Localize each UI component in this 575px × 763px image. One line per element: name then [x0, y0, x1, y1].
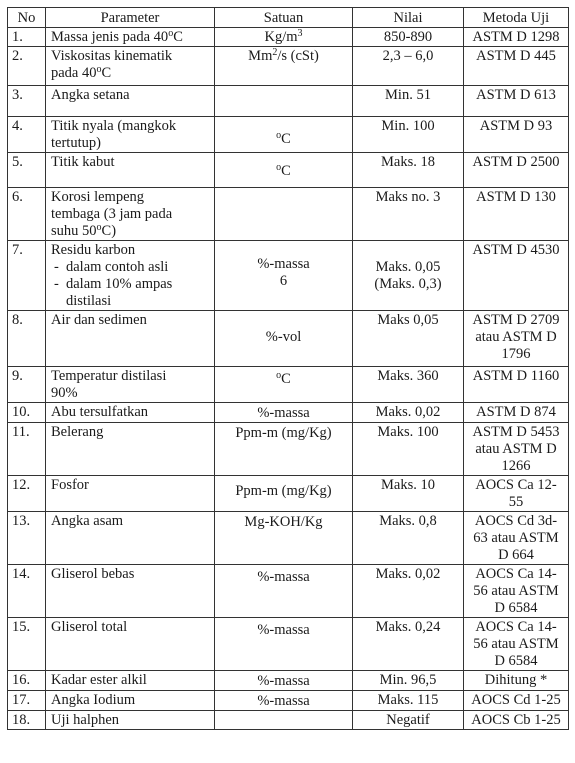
row-nilai: Maks. 0,8 [353, 512, 464, 565]
row-number: 16. [8, 671, 46, 691]
document [7, 7, 569, 730]
row-metoda: ASTM D 613 [464, 86, 569, 117]
table-row [8, 423, 569, 476]
row-parameter: Titik nyala (mangkok tertutup) [46, 117, 215, 153]
row-nilai: Maks. 0,24 [353, 618, 464, 671]
row-nilai: Maks. 115 [353, 691, 464, 711]
row-nilai: Maks. 100 [353, 423, 464, 476]
row-metoda: ASTM D 2709 atau ASTM D 1796 [464, 311, 569, 367]
row-parameter: Uji halphen [46, 711, 215, 730]
row-nilai: Min. 100 [353, 117, 464, 153]
row-satuan [215, 188, 353, 241]
row-satuan [215, 86, 353, 117]
table-row [8, 117, 569, 153]
row-number: 15. [8, 618, 46, 671]
row-satuan: $^o$C [215, 153, 353, 188]
header-parameter: Parameter [46, 8, 215, 28]
row-nilai: Min. 96,5 [353, 671, 464, 691]
table-row [8, 28, 569, 47]
row-metoda: ASTM D 5453 atau ASTM D 1266 [464, 423, 569, 476]
row-metoda: AOCS Ca 14- 56 atau ASTM D 6584 [464, 618, 569, 671]
table-row [8, 188, 569, 241]
table-row [8, 476, 569, 512]
table-row [8, 711, 569, 730]
row-satuan: %-massa [215, 691, 353, 711]
header-row [8, 8, 569, 28]
row-nilai: Maks no. 3 [353, 188, 464, 241]
row-parameter: Viskositas kinematik pada 40$^o$C [46, 47, 215, 86]
row-number: 2. [8, 47, 46, 86]
row-nilai: Maks 0,05 [353, 311, 464, 367]
header-no: No [8, 8, 46, 28]
row-number: 13. [8, 512, 46, 565]
row-satuan: %-massa [215, 618, 353, 671]
row-metoda: ASTM D 1160 [464, 367, 569, 403]
row-parameter: Massa jenis pada 40$^o$C [46, 28, 215, 47]
row-nilai: Maks. 0,02 [353, 403, 464, 423]
row-satuan: %-massa [215, 403, 353, 423]
row-metoda: ASTM D 874 [464, 403, 569, 423]
row-metoda: AOCS Cd 3d- 63 atau ASTM D 664 [464, 512, 569, 565]
row-satuan: Mg-KOH/Kg [215, 512, 353, 565]
row-metoda: ASTM D 2500 [464, 153, 569, 188]
row-satuan: Mm$^2$/s (cSt) [215, 47, 353, 86]
row-satuan: $Kg/m^3$ [215, 28, 353, 47]
row-satuan: %-vol [215, 311, 353, 367]
row-parameter: Korosi lempeng tembaga (3 jam pada suhu 50$^o$C) [46, 188, 215, 241]
row-metoda: AOCS Cd 1-25 [464, 691, 569, 711]
row-parameter: Titik kabut [46, 153, 215, 188]
row-number: 18. [8, 711, 46, 730]
header-nilai: Nilai [353, 8, 464, 28]
table-row [8, 512, 569, 565]
row-nilai: 850-890 [353, 28, 464, 47]
table-row [8, 47, 569, 86]
row-nilai: Min. 51 [353, 86, 464, 117]
row-metoda: ASTM D 93 [464, 117, 569, 153]
row-number: 7. [8, 241, 46, 311]
row-satuan: $^o$C [215, 367, 353, 403]
row-nilai: Maks. 360 [353, 367, 464, 403]
row-satuan: Ppm-m (mg/Kg) [215, 423, 353, 476]
row-parameter: Gliserol bebas [46, 565, 215, 618]
row-metoda: ASTM D 4530 [464, 241, 569, 311]
header-metoda: Metoda Uji [464, 8, 569, 28]
table-row [8, 671, 569, 691]
row-number: 17. [8, 691, 46, 711]
table-row [8, 691, 569, 711]
row-nilai: 2,3 – 6,0 [353, 47, 464, 86]
row-number: 1. [8, 28, 46, 47]
row-metoda: AOCS Ca 14- 56 atau ASTM D 6584 [464, 565, 569, 618]
header-satuan: Satuan [215, 8, 353, 28]
row-parameter: Kadar ester alkil [46, 671, 215, 691]
row-nilai: Maks. 18 [353, 153, 464, 188]
row-number: 6. [8, 188, 46, 241]
table-row [8, 241, 569, 311]
table-row [8, 367, 569, 403]
row-nilai: Maks. 0,02 [353, 565, 464, 618]
row-nilai: Negatif [353, 711, 464, 730]
row-number: 8. [8, 311, 46, 367]
table-row [8, 403, 569, 423]
row-satuan: $^o$C [215, 117, 353, 153]
row-parameter: Angka asam [46, 512, 215, 565]
row-satuan [215, 711, 353, 730]
row-parameter: Angka setana [46, 86, 215, 117]
row-number: 4. [8, 117, 46, 153]
row-metoda: ASTM D 130 [464, 188, 569, 241]
row-number: 5. [8, 153, 46, 188]
row-number: 11. [8, 423, 46, 476]
row-parameter: Air dan sedimen [46, 311, 215, 367]
table-row [8, 565, 569, 618]
table-row [8, 618, 569, 671]
row-parameter: Residu karbon - dalam contoh asli - dalam 10% ampas distilasi [46, 241, 215, 311]
row-parameter: Fosfor [46, 476, 215, 512]
row-metoda: AOCS Cb 1-25 [464, 711, 569, 730]
table-row [8, 86, 569, 117]
row-parameter: Gliserol total [46, 618, 215, 671]
row-number: 9. [8, 367, 46, 403]
row-satuan: %-massa 6 [215, 241, 353, 311]
row-nilai: Maks. 10 [353, 476, 464, 512]
row-number: 14. [8, 565, 46, 618]
table-row [8, 311, 569, 367]
row-parameter: Abu tersulfatkan [46, 403, 215, 423]
row-parameter: Belerang [46, 423, 215, 476]
row-number: 12. [8, 476, 46, 512]
row-metoda: ASTM D 445 [464, 47, 569, 86]
row-satuan: Ppm-m (mg/Kg) [215, 476, 353, 512]
row-nilai: Maks. 0,05 (Maks. 0,3) [353, 241, 464, 311]
row-satuan: %-massa [215, 671, 353, 691]
row-satuan: %-massa [215, 565, 353, 618]
row-metoda: ASTM D 1298 [464, 28, 569, 47]
row-number: 10. [8, 403, 46, 423]
row-parameter: Angka Iodium [46, 691, 215, 711]
row-parameter: Temperatur distilasi 90% [46, 367, 215, 403]
spec-table [7, 7, 569, 730]
table-row [8, 153, 569, 188]
row-number: 3. [8, 86, 46, 117]
row-metoda: AOCS Ca 12- 55 [464, 476, 569, 512]
row-metoda: Dihitung * [464, 671, 569, 691]
